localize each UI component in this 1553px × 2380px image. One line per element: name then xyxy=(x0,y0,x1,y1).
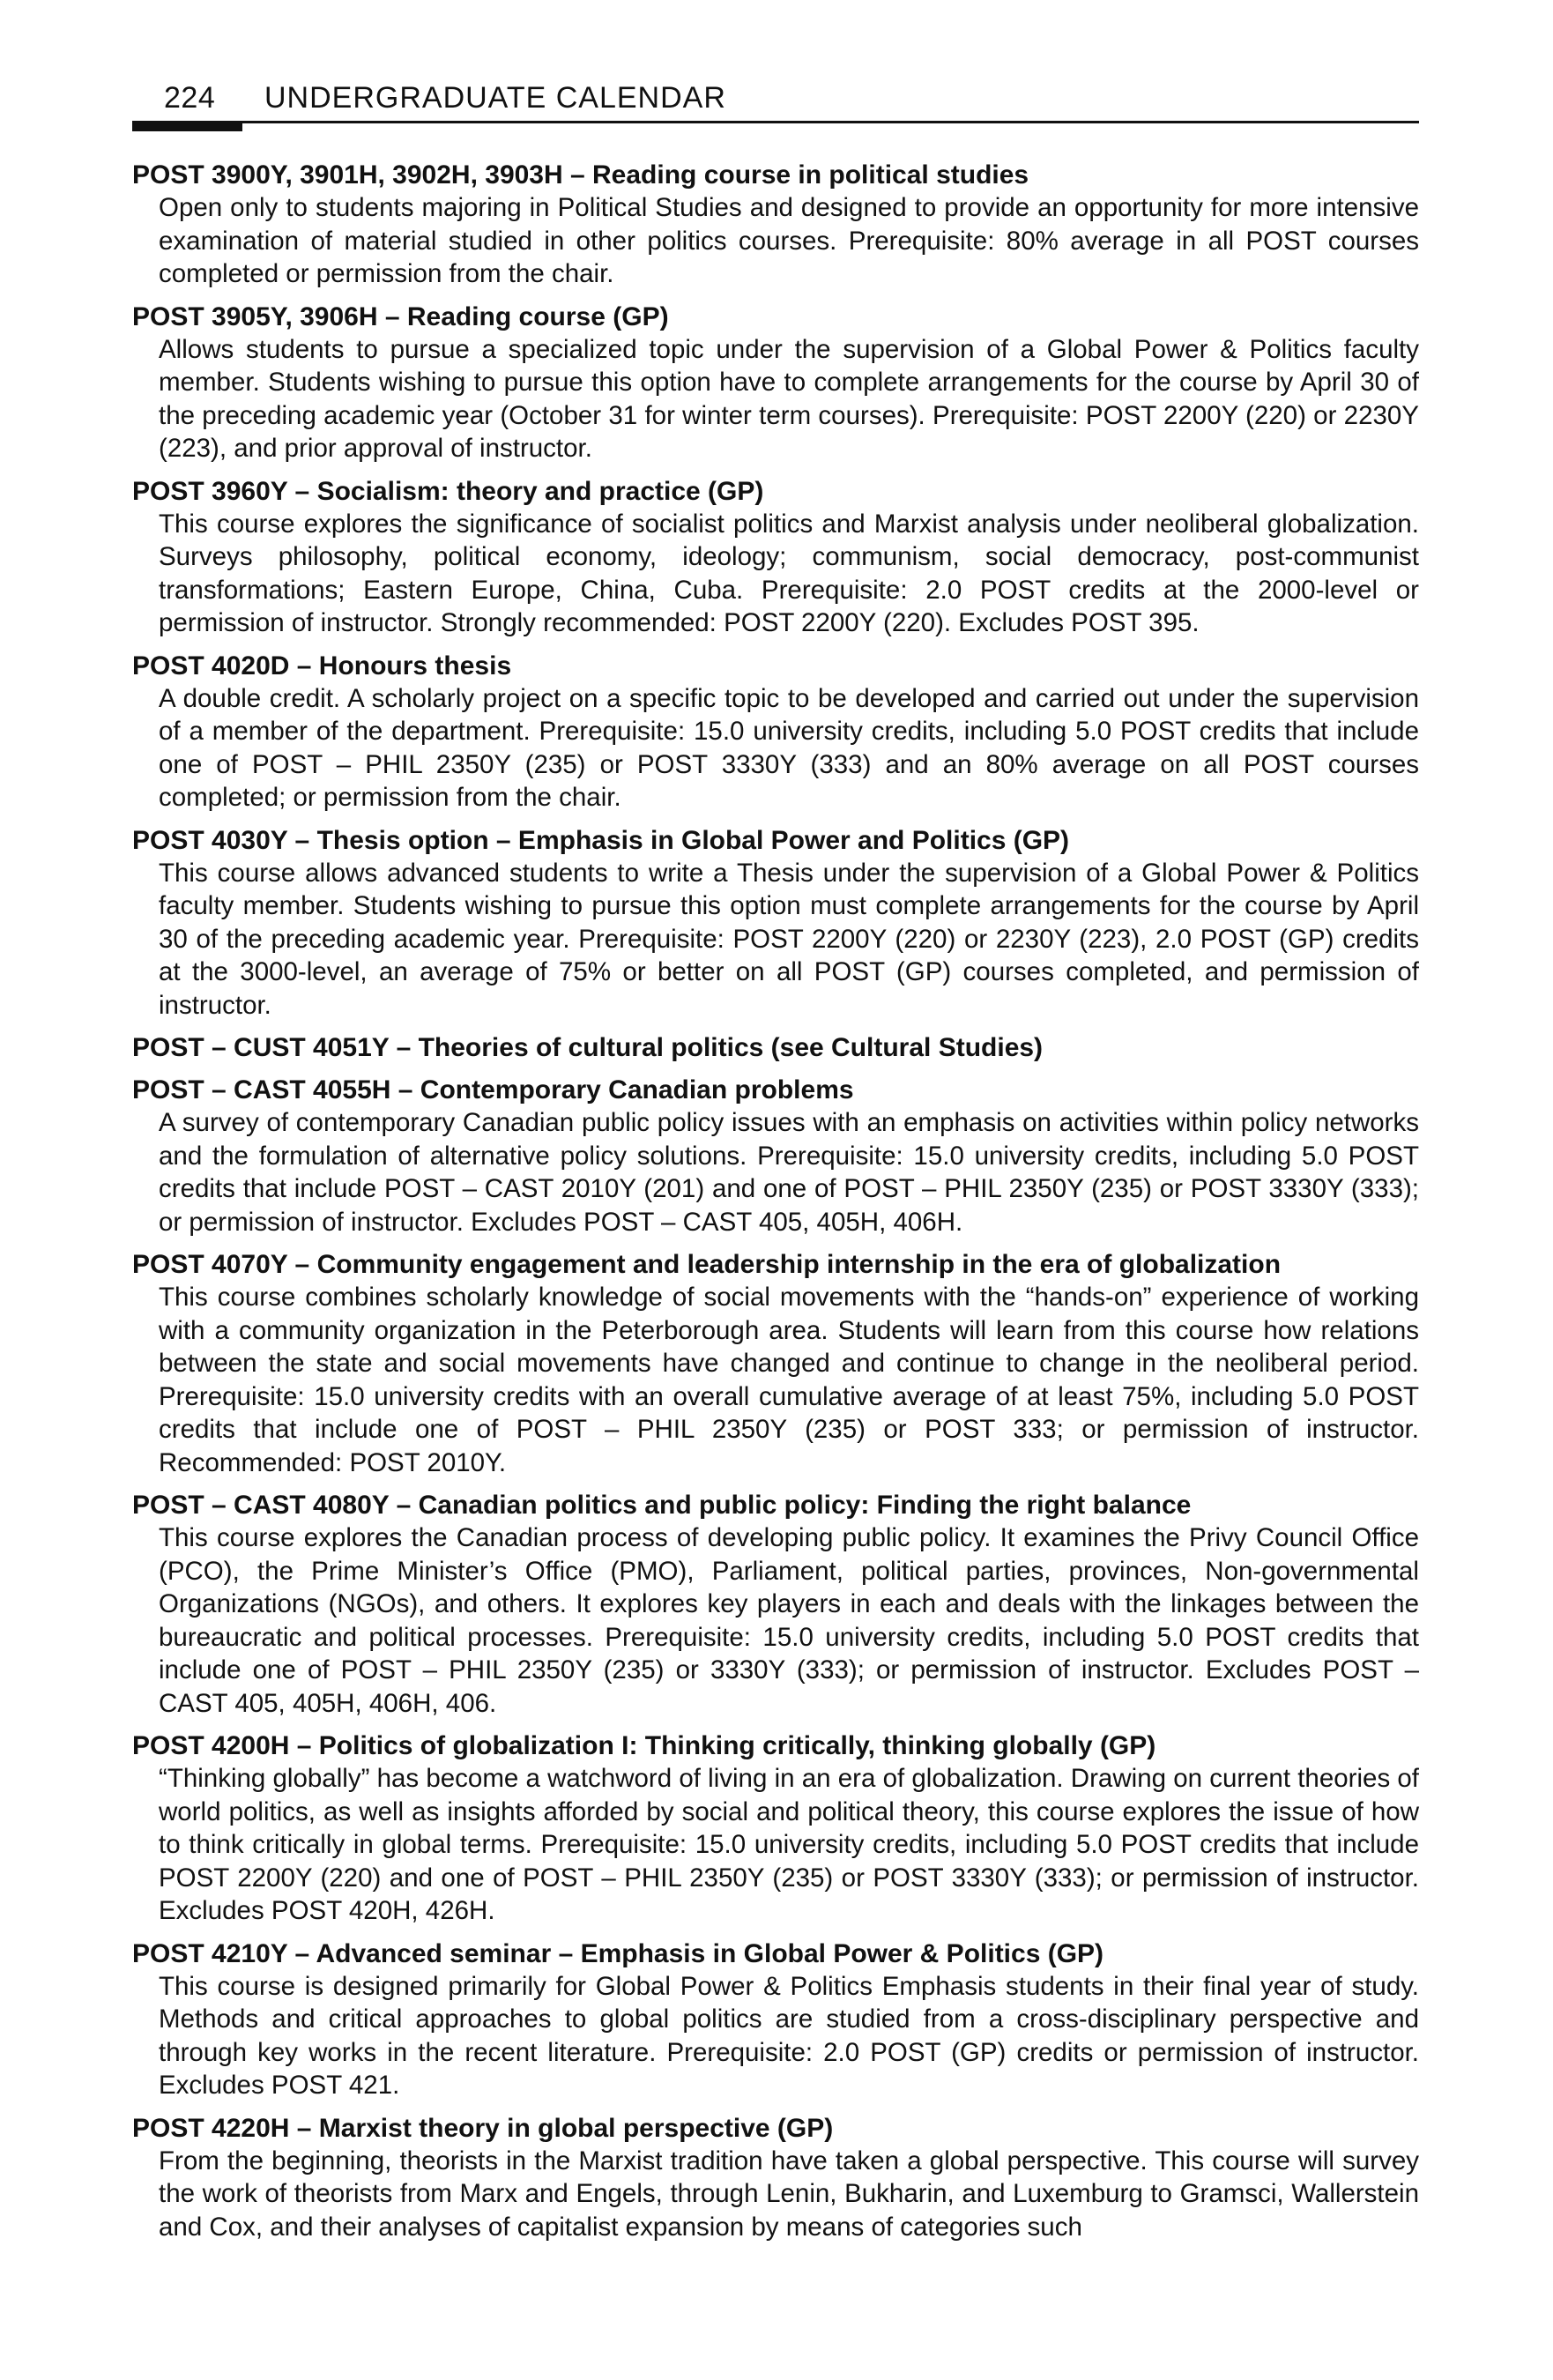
course-title: POST – CUST 4051Y – Theories of cultural politics (see Cultural Studies) xyxy=(132,1033,1044,1062)
course-description: A survey of contemporary Canadian public policy issues with an emphasis on activities within policy networks and the formulation of alternative policy solutions. Prerequisite: 15.0 university credits, including 5.0 POST credits that include POST – CAST 2010Y (201) and one of POST – PHIL 2350Y (235) or POST 3330Y (333); or permission of instructor. Excludes POST – CAST 405, 405H, 406H. xyxy=(159,1108,1419,1237)
course-title: POST – CAST 4080Y – Canadian politics and public policy: Finding the right balance xyxy=(132,1491,1192,1520)
course-title: POST 4210Y – Advanced seminar – Emphasis in Global Power & Politics (GP) xyxy=(132,1938,1104,1968)
course-entry xyxy=(132,475,1419,640)
course-description: Open only to students majoring in Political Studies and designed to provide an opportunity for more intensive examination of material studied in other politics courses. Prerequisite: 80% average in all POST courses completed or permission from the chair. xyxy=(159,193,1419,288)
header-rule-tab xyxy=(132,121,242,131)
course-title: POST 4030Y – Thesis option – Emphasis in Global Power and Politics (GP) xyxy=(132,825,1070,855)
course-entry xyxy=(132,1489,1419,1720)
course-entry xyxy=(132,650,1419,814)
course-description: Allows students to pursue a specialized topic under the supervision of a Global Power & Politics faculty member. Students wishing to pursue this option have to complete arrangements for the course by April 30 of the preceding academic year (October 31 for winter term courses). Prerequisite: POST 2200Y (220) or 2230Y (223), and prior approval of instructor. xyxy=(159,334,1419,463)
course-description: From the beginning, theorists in the Marxist tradition have taken a global perspective. This course will survey the work of theorists from Marx and Engels, through Lenin, Bukharin, and Luxemburg to Gramsci, Wallerstein and Cox, and their analyses of capitalist expansion by means of categories such xyxy=(159,2146,1419,2242)
course-entry xyxy=(132,1248,1419,1479)
course-title: POST – CAST 4055H – Contemporary Canadian problems xyxy=(132,1075,854,1104)
course-description: This course combines scholarly knowledge of social movements with the “hands-on” experience of working with a community organization in the Peterborough area. Students will learn from this course how relations between the state and social movements have changed and continue to change in the neoliberal period. Prerequisite: 15.0 university credits with an overall cumulative average of at least 75%, including 5.0 POST credits that include one of POST – PHIL 2350Y (235) or POST 333; or permission of instructor. Recommended: POST 2010Y. xyxy=(159,1283,1419,1477)
course-description: “Thinking globally” has become a watchword of living in an era of globalization. Drawing on current theories of world politics, as well as insights afforded by social and political theory, this course explores the issue of how to think critically in global terms. Prerequisite: 15.0 university credits, including 5.0 POST credits that include POST 2200Y (220) and one of POST – PHIL 2350Y (235) or POST 3330Y (333); or permission of instructor. Excludes POST 420H, 426H. xyxy=(159,1764,1419,1925)
running-title: UNDERGRADUATE CALENDAR xyxy=(264,81,726,115)
course-entry xyxy=(132,1729,1419,1928)
course-entry xyxy=(132,1937,1419,2102)
page-header xyxy=(132,81,1419,125)
course-title: POST 3960Y – Socialism: theory and practice (GP) xyxy=(132,476,764,506)
course-description: This course explores the significance of socialist politics and Marxist analysis under neoliberal globalization. Surveys philosophy, political economy, ideology; communism, social democracy, post-communist transformations; Eastern Europe, China, Cuba. Prerequisite: 2.0 POST credits at the 2000-level or permission of instructor. Strongly recommended: POST 2200Y (220). Excludes POST 395. xyxy=(159,509,1419,637)
course-title: POST 4200H – Politics of globalization I: Thinking critically, thinking globally (GP) xyxy=(132,1731,1156,1760)
course-entry xyxy=(132,824,1419,1023)
course-title: POST 3900Y, 3901H, 3902H, 3903H – Reading course in political studies xyxy=(132,160,1029,190)
course-entry xyxy=(132,1031,1419,1064)
course-title: POST 4070Y – Community engagement and leadership internship in the era of globalization xyxy=(132,1250,1282,1279)
course-description: This course is designed primarily for Global Power & Politics Emphasis students in their final year of study. Methods and critical approaches to global politics are studied from a cross-disciplinary perspective and through key works in the recent literature. Prerequisite: 2.0 POST (GP) credits or permission of instructor. Excludes POST 421. xyxy=(159,1971,1419,2100)
course-entry xyxy=(132,301,1419,465)
page-number: 224 xyxy=(164,81,216,115)
course-list xyxy=(132,159,1419,2253)
course-title: POST 4020D – Honours thesis xyxy=(132,651,512,681)
course-entry xyxy=(132,1074,1419,1238)
course-description: This course allows advanced students to write a Thesis under the supervision of a Global Power & Politics faculty member. Students wishing to pursue this option must complete arrangements for the course by April 30 of the preceding academic year. Prerequisite: POST 2200Y (220) or 2230Y (223), 2.0 POST (GP) credits at the 3000-level, an average of 75% or better on all POST (GP) courses completed, and permission of instructor. xyxy=(159,858,1419,1020)
course-entry xyxy=(132,159,1419,291)
course-title: POST 4220H – Marxist theory in global perspective (GP) xyxy=(132,2113,834,2143)
course-title: POST 3905Y, 3906H – Reading course (GP) xyxy=(132,301,669,331)
course-entry xyxy=(132,2112,1419,2244)
course-description: A double credit. A scholarly project on a specific topic to be developed and carried out under the supervision of a member of the department. Prerequisite: 15.0 university credits, including 5.0 POST credits that include one of POST – PHIL 2350Y (235) or POST 3330Y (333) and an 80% average on all POST courses completed; or permission from the chair. xyxy=(159,683,1419,812)
header-rule xyxy=(132,121,1419,123)
course-description: This course explores the Canadian process of developing public policy. It examines the Privy Council Office (PCO), the Prime Minister’s Office (PMO), Parliament, political parties, provinces, Non-governmental Organizations (NGOs), and others. It explores key players in each and deals with the linkages between the bureaucratic and political processes. Prerequisite: 15.0 university credits, including 5.0 POST credits that include one of POST – PHIL 2350Y (235) or 3330Y (333); or permission of instructor. Excludes POST – CAST 405, 405H, 406H, 406. xyxy=(159,1523,1419,1718)
